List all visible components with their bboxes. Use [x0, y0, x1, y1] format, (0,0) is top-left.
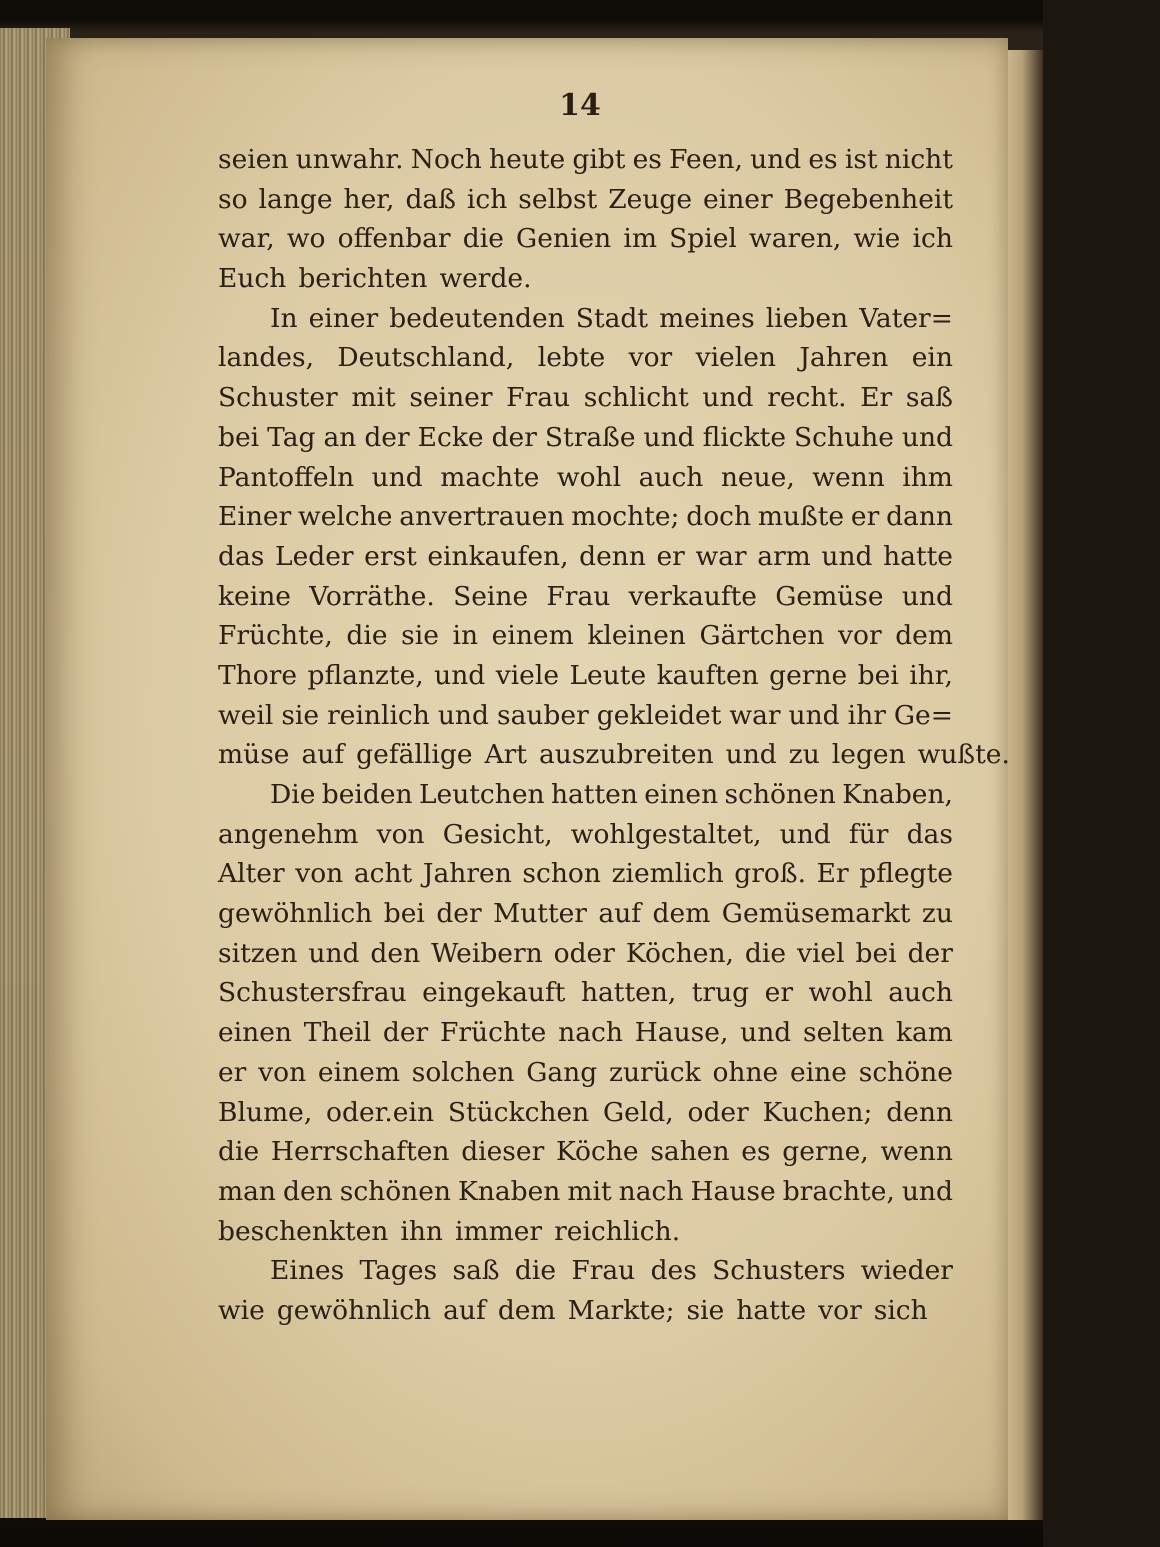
- text-line: man den schönen Knaben mit nach Hause brachte, und: [218, 1175, 953, 1207]
- text-line: Einer welche anvertrauen mochte; doch mußte er dann: [218, 501, 953, 533]
- text-line: wie gewöhnlich auf dem Markte; sie hatte vor sich: [218, 1294, 928, 1326]
- paragraph: [218, 140, 953, 299]
- body-text: [218, 140, 1010, 1331]
- text-line: bei Tag an der Ecke der Straße und flickte Schuhe und: [218, 421, 953, 453]
- text-line: das Leder erst einkaufen, denn er war arm und hatte: [218, 540, 953, 572]
- text-line: angenehm von Gesicht, wohlgestaltet, und für das: [218, 818, 953, 850]
- text-line: Die beiden Leutchen hatten einen schönen Knaben,: [270, 779, 953, 810]
- page-number: 14: [559, 88, 601, 123]
- text-line: landes, Deutschland, lebte vor vielen Jahren ein: [218, 342, 953, 374]
- text-line: Blume, oder.ein Stückchen Geld, oder Kuchen; denn: [218, 1096, 953, 1128]
- paragraph: [218, 299, 1010, 775]
- paragraph: [218, 1251, 953, 1330]
- text-line: Eines Tages saß die Frau des Schusters wieder: [270, 1255, 953, 1287]
- text-line: Früchte, die sie in einem kleinen Gärtchen vor dem: [218, 620, 953, 652]
- text-line: weil sie reinlich und sauber gekleidet war und ihr Ge=: [218, 699, 953, 731]
- text-line: einen Theil der Früchte nach Hause, und selten kam: [218, 1017, 953, 1049]
- paragraph: [218, 775, 953, 1251]
- text-line: Alter von acht Jahren schon ziemlich groß. Er pflegte: [218, 858, 953, 890]
- text-line: Euch berichten werde.: [218, 263, 532, 295]
- text-line: In einer bedeutenden Stadt meines lieben Vater=: [270, 302, 953, 334]
- text-line: Schuster mit seiner Frau schlicht und recht. Er saß: [218, 382, 953, 414]
- text-line: war, wo offenbar die Genien im Spiel waren, wie ich: [218, 223, 953, 255]
- text-line: Thore pflanzte, und viele Leute kauften gerne bei ihr,: [218, 659, 953, 691]
- text-line: beschenkten ihn immer reichlich.: [218, 1215, 681, 1247]
- text-line: keine Vorräthe. Seine Frau verkaufte Gemüse und: [218, 580, 953, 612]
- text-line: so lange her, daß ich selbst Zeuge einer Begebenheit: [218, 183, 953, 215]
- text-line: gewöhnlich bei der Mutter auf dem Gemüsemarkt zu: [218, 898, 953, 930]
- text-line: sitzen und den Weibern oder Köchen, die viel bei der: [218, 937, 953, 969]
- text-line: Pantoffeln und machte wohl auch neue, wenn ihm: [218, 461, 953, 493]
- text-line: die Herrschaften dieser Köche sahen es gerne, wenn: [218, 1136, 953, 1168]
- text-line: er von einem solchen Gang zurück ohne eine schöne: [218, 1056, 953, 1088]
- page-right-edge: [1008, 50, 1043, 1520]
- text-line: seien unwahr. Noch heute gibt es Feen, und es ist nicht: [218, 144, 953, 175]
- text-line: Schustersfrau eingekauft hatten, trug er wohl auch: [218, 977, 953, 1009]
- text-line: müse auf gefällige Art auszubreiten und zu legen wußte.: [218, 739, 1010, 771]
